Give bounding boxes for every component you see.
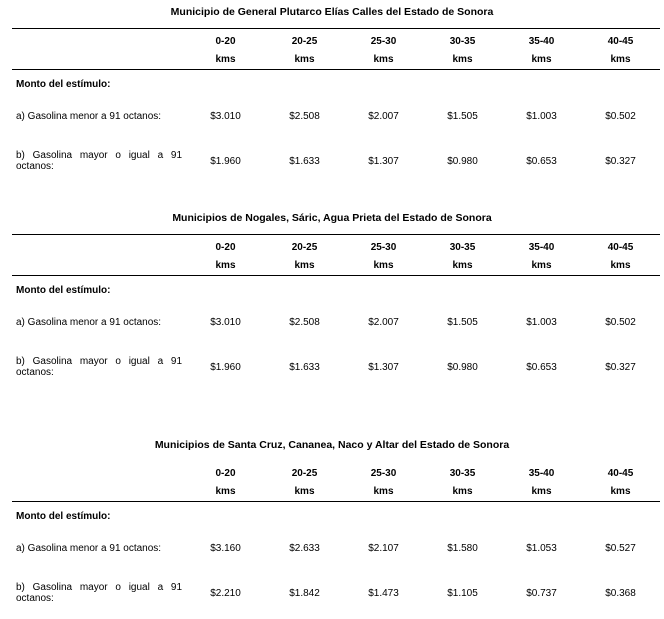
table-row <box>12 343 660 391</box>
stimulus-table <box>12 462 660 617</box>
value-cell: $1.842 <box>289 587 320 599</box>
stimulus-table <box>12 28 660 185</box>
unit-header: kms <box>423 257 502 276</box>
unit-header: kms <box>581 483 660 502</box>
row-label: a) Gasolina menor a 91 octanos: <box>16 316 162 328</box>
value-cell: $1.580 <box>447 542 478 554</box>
value-cell: $3.010 <box>210 316 241 328</box>
value-cell: $1.307 <box>368 361 399 373</box>
value-cell: $2.508 <box>289 110 320 122</box>
value-cell: $1.960 <box>210 155 241 167</box>
value-cell: $0.980 <box>447 361 478 373</box>
value-cell: $1.473 <box>368 587 399 599</box>
value-cell: $0.502 <box>605 110 636 122</box>
value-cell: $1.633 <box>289 361 320 373</box>
value-cell: $1.105 <box>447 587 478 599</box>
range-header: 20-25 <box>265 29 344 52</box>
range-header: 40-45 <box>581 235 660 258</box>
table-row <box>12 137 660 185</box>
value-cell: $1.505 <box>447 110 478 122</box>
table-row <box>12 527 660 569</box>
range-header: 35-40 <box>502 235 581 258</box>
unit-header: kms <box>502 51 581 70</box>
value-cell: $1.053 <box>526 542 557 554</box>
range-header: 0-20 <box>215 468 236 479</box>
monto-label: Monto del estímulo: <box>16 510 111 522</box>
unit-header: kms <box>581 257 660 276</box>
range-header: 30-35 <box>449 468 476 479</box>
value-cell: $0.327 <box>605 155 636 167</box>
section-title: Municipio de General Plutarco Elías Calles del Estado de Sonora <box>170 6 494 18</box>
range-header: 40-45 <box>607 468 634 479</box>
value-cell: $0.737 <box>526 587 557 599</box>
value-cell: $1.505 <box>447 316 478 328</box>
value-cell: $2.210 <box>210 587 241 599</box>
value-cell: $1.003 <box>526 316 557 328</box>
value-cell: $0.527 <box>605 542 636 554</box>
range-header: 0-20 <box>186 29 265 52</box>
unit-header: kms <box>423 51 502 70</box>
range-header: 25-30 <box>344 29 423 52</box>
section-title: Municipios de Nogales, Sáric, Agua Prieta del Estado de Sonora <box>172 212 492 224</box>
section-title: Municipios de Santa Cruz, Cananea, Naco y Altar del Estado de Sonora <box>154 439 510 451</box>
unit-header: kms <box>265 51 344 70</box>
value-cell: $2.633 <box>289 542 320 554</box>
value-cell: $3.160 <box>210 542 241 554</box>
range-header: 30-35 <box>423 29 502 52</box>
value-cell: $2.007 <box>368 110 399 122</box>
monto-label: Monto del estímulo: <box>16 78 111 90</box>
range-header: 25-30 <box>370 468 397 479</box>
unit-header: kms <box>502 257 581 276</box>
value-cell: $0.980 <box>447 155 478 167</box>
range-header: 20-25 <box>265 235 344 258</box>
value-cell: $2.007 <box>368 316 399 328</box>
unit-header: kms <box>344 483 423 502</box>
unit-header: kms <box>265 483 344 502</box>
value-cell: $0.327 <box>605 361 636 373</box>
value-cell: $0.653 <box>526 361 557 373</box>
table-row <box>12 569 660 617</box>
unit-header: kms <box>186 51 265 70</box>
stimulus-table <box>12 234 660 391</box>
range-header: 40-45 <box>581 29 660 52</box>
unit-header: kms <box>581 51 660 70</box>
range-header: 35-40 <box>528 468 555 479</box>
value-cell: $0.653 <box>526 155 557 167</box>
table-row <box>12 301 660 343</box>
value-cell: $2.107 <box>368 542 399 554</box>
row-label: b) Gasolina mayor o igual a 91 octanos: <box>16 356 182 378</box>
monto-label: Monto del estímulo: <box>16 284 111 296</box>
range-header: 25-30 <box>344 235 423 258</box>
value-cell: $1.003 <box>526 110 557 122</box>
row-label: a) Gasolina menor a 91 octanos: <box>16 542 162 554</box>
value-cell: $1.307 <box>368 155 399 167</box>
unit-header: kms <box>423 483 502 502</box>
range-header: 35-40 <box>502 29 581 52</box>
value-cell: $3.010 <box>210 110 241 122</box>
value-cell: $1.960 <box>210 361 241 373</box>
row-label: b) Gasolina mayor o igual a 91 octanos: <box>16 582 182 604</box>
unit-header: kms <box>186 483 265 502</box>
range-header: 0-20 <box>186 235 265 258</box>
value-cell: $0.368 <box>605 587 636 599</box>
unit-header: kms <box>344 257 423 276</box>
row-label: b) Gasolina mayor o igual a 91 octanos: <box>16 150 182 172</box>
unit-header: kms <box>502 483 581 502</box>
range-header: 30-35 <box>423 235 502 258</box>
value-cell: $1.633 <box>289 155 320 167</box>
unit-header: kms <box>344 51 423 70</box>
unit-header: kms <box>186 257 265 276</box>
range-header: 20-25 <box>291 468 318 479</box>
value-cell: $0.502 <box>605 316 636 328</box>
unit-header: kms <box>265 257 344 276</box>
row-label: a) Gasolina menor a 91 octanos: <box>16 110 162 122</box>
value-cell: $2.508 <box>289 316 320 328</box>
table-row <box>12 95 660 137</box>
